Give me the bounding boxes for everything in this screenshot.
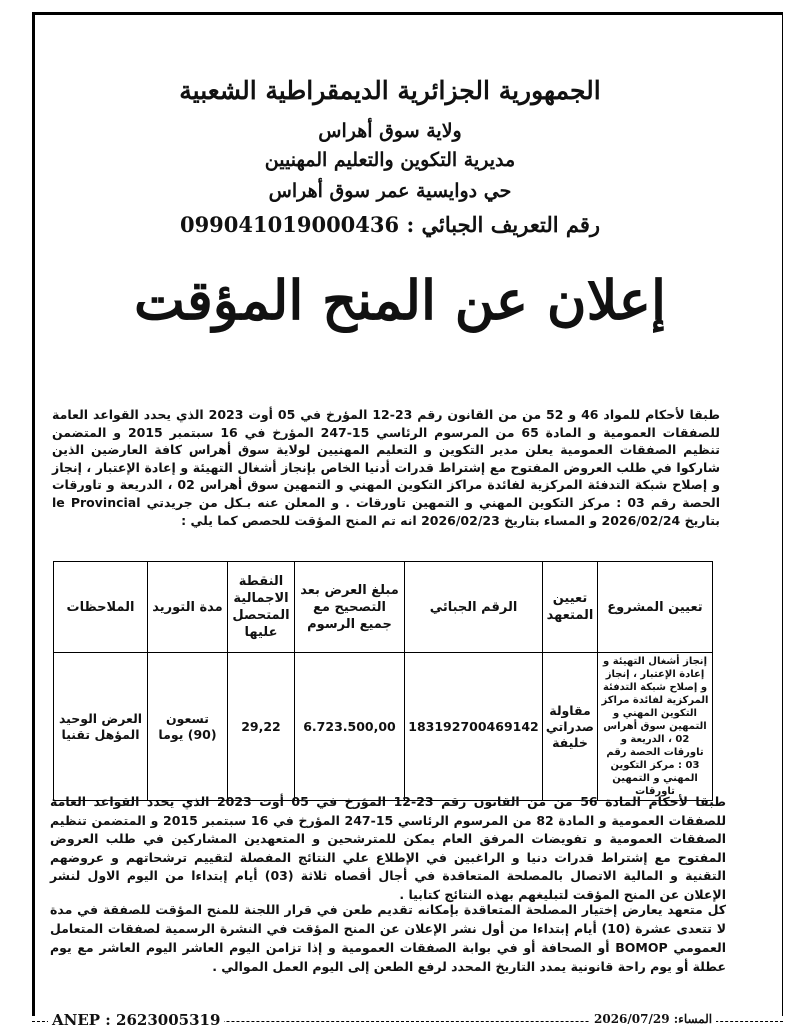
republic-heading: الجمهورية الجزائرية الديمقراطية الشعبية xyxy=(179,76,601,105)
award-table xyxy=(53,561,713,801)
tax-id-heading: رقم التعريف الجبائي : 099041019000436 xyxy=(179,212,601,237)
wilaya-heading: ولاية سوق أهراس xyxy=(318,120,462,142)
results-paragraph: طبقا لأحكام المادة 56 من من القانون رقم 23-12 المؤرخ في 05 أوت 2023 الذي يحدد القواعد العامة للصفقات العمومية و المادة 82 من المرسوم الرئاسي 15-247 المؤرخ في 16 سبتمبر 2015 و المتضمن تنظيم الصفقات العمومية و تفويضات المرفق العام يمكن للمترشحين و المتعهدين المشاركين في طلب العروض المفتوح مع إشتراط قدرات دنيا و الراغبين في الإطلاع علي النتائج المفصلة لتقييم ترشحاتهم و عروضهم التقنية و المالية الاتصال بالمصلحة المتعاقدة في أجال أقصاه ثلاثة (03) أيام إبتداءا من اليوم الاول لنشر الإعلان عن المنح المؤقت لتبليغهم بهذه النتائج كتابيا . xyxy=(50,794,727,902)
cell-amount: 6.723.500,00 xyxy=(295,653,405,801)
header-contractor: تعيين المتعهد xyxy=(543,562,598,653)
publication-date: المساء: 2026/07/29 xyxy=(590,1012,716,1026)
header-tax-number: الرقم الجبائي xyxy=(405,562,543,653)
header-score: النقطة الاجمالية المتحصل عليها xyxy=(228,562,295,653)
header-notes: الملاحظات xyxy=(54,562,148,653)
appeal-paragraph: كل متعهد يعارض إختيار المصلحة المتعاقدة بإمكانه تقديم طعن في قرار اللجنة للمنح المؤقت للصفقة في مدة لا تتعدى عشرة (10) أيام إبتداءا من أول نشر الإعلان عن المنح المؤقت في النشرة الرسمية لصفقات المتعامل العمومي BOMOP أو الصحافة أو في بوابة الصفقات العمومية و إذا تزامن اليوم العاشر اليوم العاشر مع يوم عطلة أو يوم راحة قانونية يمدد التاريخ المحدد لرفع الطعن إلى اليوم العمل الموالي . xyxy=(50,902,726,974)
header-project: تعيين المشروع xyxy=(598,562,713,653)
header-amount: مبلغ العرض بعد التصحيح مع جميع الرسوم xyxy=(295,562,405,653)
anep-number: ANEP : 2623005319 xyxy=(48,1011,224,1029)
table-header-row xyxy=(54,562,713,653)
table-row xyxy=(54,653,713,801)
cell-notes: العرض الوحيد المؤهل تقنيا xyxy=(54,653,148,801)
intro-paragraph: طبقا لأحكام للمواد 46 و 52 من من القانون رقم 23-12 المؤرخ في 05 أوت 2023 الذي يحدد القواعد العامة للصفقات العمومية و المادة 65 من المرسوم الرئاسي 15-247 المؤرخ في 16 سبتمبر 2015 و المتضمن تنظيم الصفقات العمومية يعلن مدير التكوين و التعليم المهنيين لولاية سوق أهراس كافة العارضين الذين شاركوا في طلب العروض المفتوح مع إشتراط قدرات أدنيا الخاص بإنجاز أشغال التهيئة و إعادة الإعتبار ، إنجاز و إصلاح شبكة التدفئة المركزية لفائدة مراكز التكوين المهني و التمهين سوق أهراس 02 ، الدريعة و تاورقات الحصة رقم 03 : مركز التكوين المهني و التمهين تاورقات . و المعلن عنه بـكل من جريدتي le Provincial بتاريخ 2026/02/24 و المساء بتاريخ 2026/02/23 انه تم المنح المؤقت للحصص كما يلي : xyxy=(52,407,721,528)
cell-project: إنجاز أشغال التهيئة و إعادة الإعتبار ، إنجاز و إصلاح شبكة التدفئة المركزية لفائدة مراكز التكوين المهني و التمهين سوق أهراس 02 ، الدريعة و تاورقات الحصة رقم 03 : مركز التكوين المهني و التمهين تاورقات xyxy=(598,653,713,801)
address-heading: حي دوايسية عمر سوق أهراس xyxy=(268,180,512,202)
announcement-title: إعلان عن المنح المؤقت xyxy=(133,268,667,332)
cell-tax-number: 183192700469142 xyxy=(405,653,543,801)
cell-contractor: مقاولة صدراتي خليفة xyxy=(543,653,598,801)
header-duration: مدة التوريد xyxy=(148,562,228,653)
cell-duration: تسعون (90) يوما xyxy=(148,653,228,801)
directorate-heading: مديرية التكوين والتعليم المهنيين xyxy=(264,149,516,171)
cell-score: 29,22 xyxy=(228,653,295,801)
